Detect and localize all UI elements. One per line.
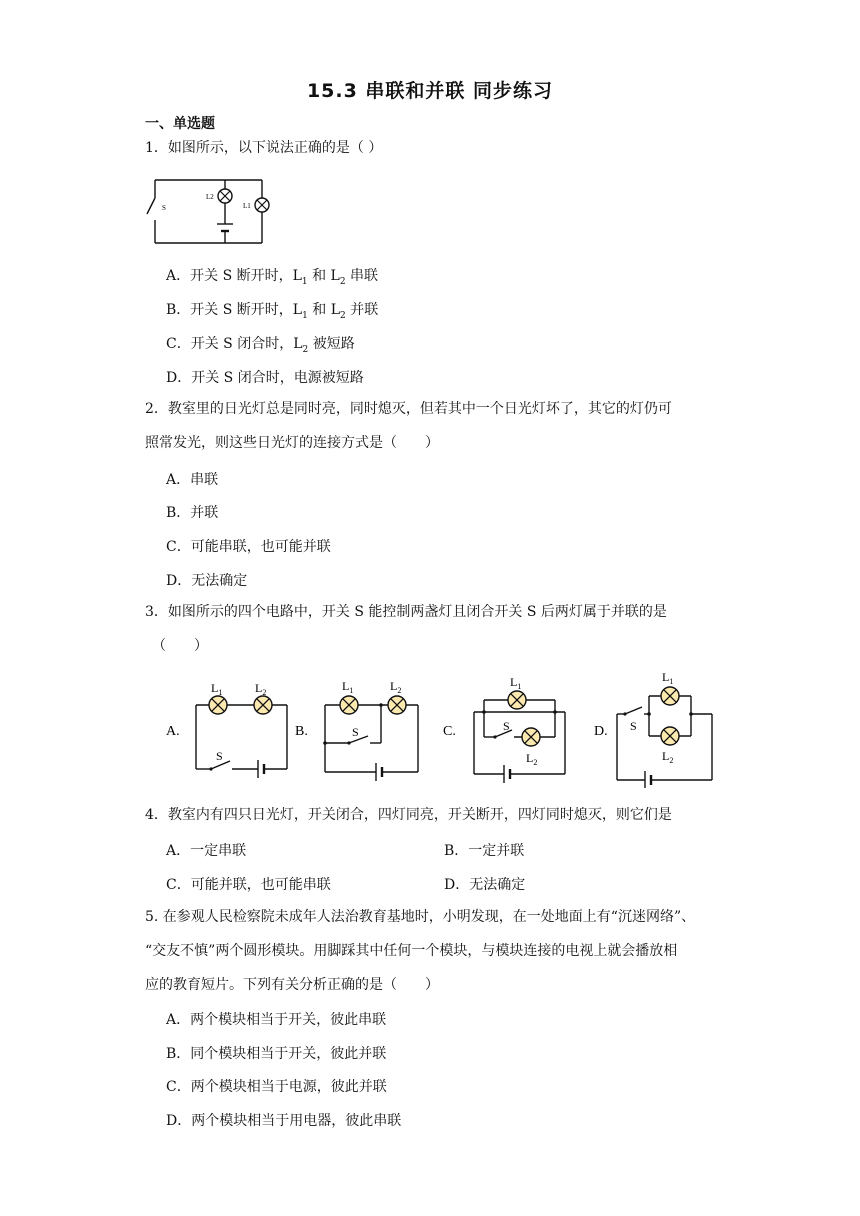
q3-stem-line2: （ ）	[152, 638, 208, 654]
q3-c-l1-label: $L_1$	[510, 675, 522, 691]
q3-circuit-a	[196, 705, 287, 769]
q3-c-switch-label: S	[503, 719, 510, 733]
q3-letter-b: B.	[295, 724, 308, 739]
q3-b-battery-icon	[376, 763, 382, 781]
q1-circuit-diagram	[140, 172, 270, 248]
q1-lamp-l2-icon	[218, 189, 232, 203]
q5-stem-line2: “交友不慎”两个圆形模块。用脚踩其中任何一个模块，与模块连接的电视上就会播放相	[145, 943, 678, 959]
q4-option-c: C．可能并联，也可能串联	[166, 877, 331, 893]
q1-l2-label: L2	[206, 193, 214, 201]
q3-a-switch-label: S	[216, 749, 223, 763]
q1-switch-label: S	[162, 204, 166, 212]
q5-stem-line1: 5. 在参观人民检察院未成年人法治教育基地时，小明发现，在一处地面上有“沉迷网络”、	[145, 909, 696, 925]
q3-letter-a: A.	[166, 724, 180, 739]
q3-a-l1-label: $L_1$	[211, 681, 223, 697]
section-heading: 一、单选题	[145, 116, 215, 132]
q3-d-switch-label: S	[630, 719, 637, 733]
q3-stem-line1: 3．如图所示的四个电路中，开关 S 能控制两盏灯且闭合开关 S 后两灯属于并联的是	[145, 604, 667, 620]
q1-option-b: B．开关 S 断开时，$L_1$ 和 $L_2$ 并联	[166, 302, 379, 321]
page-title: 15.3 串联和并联 同步练习	[306, 80, 554, 102]
q3-a-l2-label: $L_2$	[255, 681, 267, 697]
q1-option-d: D．开关 S 闭合时，电源被短路	[166, 370, 364, 386]
q3-circuit-c	[474, 700, 565, 774]
q2-stem-line2: 照常发光，则这些日光灯的连接方式是（ ）	[145, 435, 439, 451]
q3-circuit-b	[325, 705, 418, 772]
q3-b-lamp-l2-icon	[388, 696, 406, 714]
q2-option-b: B．并联	[166, 505, 219, 521]
q5-stem-line3: 应的教育短片。下列有关分析正确的是（ ）	[145, 977, 439, 993]
q5-option-b: B．同个模块相当于开关，彼此并联	[166, 1046, 387, 1062]
q3-c-lamp-l2-icon	[522, 728, 540, 746]
q3-d-l2-label: $L_2$	[662, 749, 674, 765]
q3-circuit-diagrams	[160, 664, 730, 788]
q5-option-a: A．两个模块相当于开关，彼此串联	[166, 1012, 387, 1028]
q3-d-lamp-l1-icon	[661, 687, 679, 705]
q2-option-a: A．串联	[166, 472, 219, 488]
q4-option-a: A．一定串联	[166, 843, 247, 859]
q3-letter-d: D.	[594, 724, 608, 739]
q2-stem-line1: 2．教室里的日光灯总是同时亮，同时熄灭，但若其中一个日光灯坏了，其它的灯仍可	[145, 401, 672, 417]
q4-option-d: D．无法确定	[444, 877, 526, 893]
q3-b-l2-label: $L_2$	[390, 679, 402, 695]
q5-option-c: C．两个模块相当于电源，彼此并联	[166, 1079, 387, 1095]
q5-option-d: D．两个模块相当于用电器，彼此串联	[166, 1113, 402, 1129]
q2-option-d: D．无法确定	[166, 573, 248, 589]
q4-stem: 4．教室内有四只日光灯，开关闭合，四灯同亮，开关断开，四灯同时熄灭，则它们是	[145, 807, 672, 823]
q3-letter-c: C.	[443, 724, 456, 739]
q3-a-battery-icon	[258, 760, 264, 778]
q4-option-b: B．一定并联	[444, 843, 525, 859]
q3-b-l1-label: $L_1$	[342, 679, 354, 695]
q3-b-switch-label: S	[352, 725, 359, 739]
q3-b-lamp-l1-icon	[340, 696, 358, 714]
q3-c-lamp-l1-icon	[508, 691, 526, 709]
q1-option-c: C．开关 S 闭合时，$L_2$ 被短路	[166, 336, 355, 355]
q1-option-a: A．开关 S 断开时，$L_1$ 和 $L_2$ 串联	[166, 268, 379, 287]
q3-a-lamp-l2-icon	[254, 696, 272, 714]
q3-c-l2-label: $L_2$	[526, 751, 538, 767]
q3-d-l1-label: $L_1$	[662, 670, 674, 686]
q1-battery-icon	[217, 224, 233, 231]
q1-lamp-l1-icon	[255, 198, 269, 212]
q2-option-c: C．可能串联，也可能并联	[166, 539, 331, 555]
q3-c-battery-icon	[504, 765, 510, 783]
q3-d-lamp-l2-icon	[661, 727, 679, 745]
q3-d-battery-icon	[645, 771, 651, 788]
q1-l1-label: L1	[243, 202, 251, 210]
q3-a-lamp-l1-icon	[209, 696, 227, 714]
q1-stem: 1．如图所示，以下说法正确的是（ ）	[145, 140, 383, 156]
